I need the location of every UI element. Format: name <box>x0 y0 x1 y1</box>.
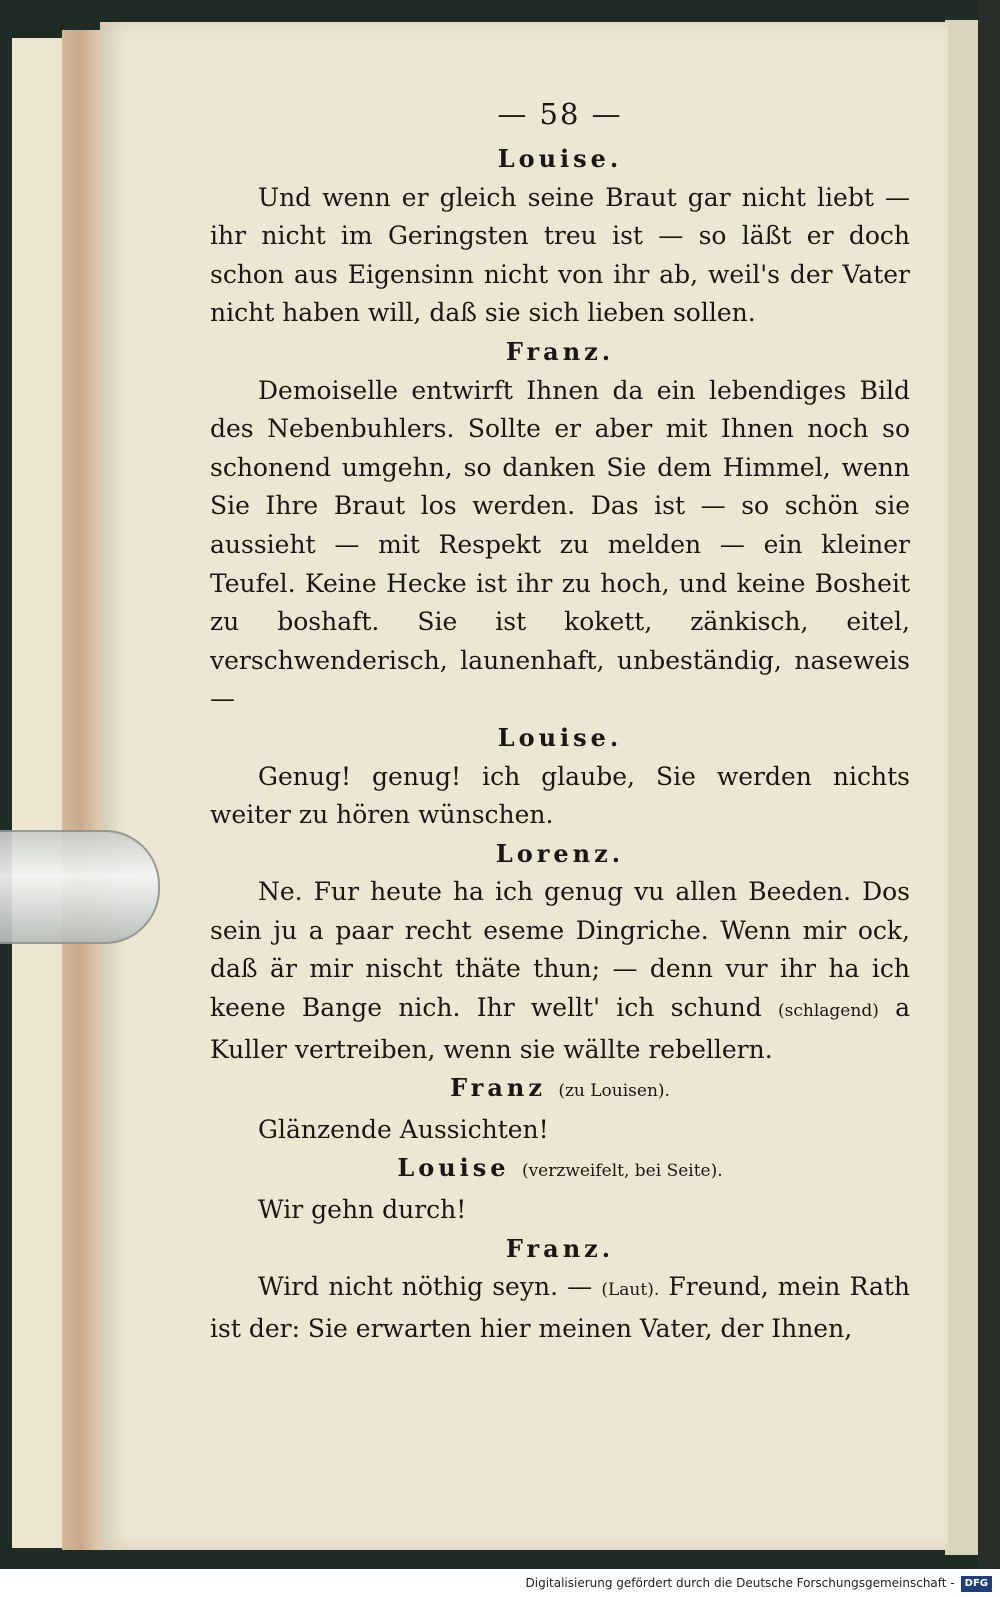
speech-line: Wir gehn durch! <box>258 1195 467 1225</box>
speech-line: Glänzende Aussichten! <box>258 1114 549 1144</box>
speech-paragraph: Demoiselle entwirft Ihnen da ein lebendiges Bild des Nebenbuhlers. Sollte er aber mit Ihnen noch so schonend umgehn, so danken Sie dem Himmel, wenn Sie Ihre Braut los werden. Das ist — so schön sie aussieht — mit Respekt zu melden — ein kleiner Teufel. Keine Hecke ist ihr zu hoch, und keine Bosheit zu boshaft. Sie ist kokett, zänkisch, eitel, verschwenderisch, launenhaft, unbeständig, naseweis — <box>210 375 910 714</box>
speaker-louise: Louise (verzweifelt, bei Seite). <box>397 1153 723 1183</box>
speaker-louise: Louise. <box>497 144 623 173</box>
dfg-logo-icon: DFG <box>961 1576 992 1592</box>
speaker-lorenz: Lorenz. <box>495 838 625 868</box>
stage-direction: (zu Louisen). <box>558 1081 670 1102</box>
page-holder-clip <box>0 830 160 944</box>
speaker-louise: Louise. <box>497 722 623 752</box>
speech-paragraph: Ne. Fur heute ha ich genug vu allen Beeden. Dos sein ju a paar recht eseme Dingriche. Wenn mir ock, daß är mir nischt thäte thun; — denn vur ihr ha ich keene Bange nich. Ihr wellt' ich schund (schlagend) a Kuller vertreiben, wenn sie wällte rebellern. <box>210 877 911 1064</box>
footer-text: Digitalisierung gefördert durch die Deutsche Forschungsgemeinschaft - <box>525 1576 955 1590</box>
speaker-franz: Franz. <box>505 1233 615 1263</box>
speech-paragraph: Und wenn er gleich seine Braut gar nicht liebt — ihr nicht im Geringsten treu ist — so läßt er doch schon aus Eigensinn nicht von ihr ab, weil's der Vater nicht haben will, daß sie sich lieben sollen. <box>210 182 910 328</box>
scanner-background-right <box>978 0 1000 1597</box>
speech-paragraph: Genug! genug! ich glaube, Sie werden nichts weiter zu hören wünschen. <box>210 761 910 830</box>
stage-direction: (schlagend) <box>778 1001 879 1022</box>
digitization-footer <box>0 1569 1000 1597</box>
page-text <box>210 88 910 1348</box>
page-number: — 58 — <box>497 97 623 131</box>
speech-paragraph: Wird nicht nöthig seyn. — (Laut). Freund, mein Rath ist der: Sie erwarten hier meinen Vater, der Ihnen, <box>210 1272 911 1343</box>
scanner-background-top <box>0 0 1000 20</box>
stage-direction: (Laut). <box>601 1280 660 1301</box>
speaker-franz: Franz. <box>505 336 615 366</box>
stage-direction: (verzweifelt, bei Seite). <box>521 1161 723 1182</box>
book-page-edges <box>62 30 102 1550</box>
speaker-franz: Franz (zu Louisen). <box>450 1073 670 1103</box>
